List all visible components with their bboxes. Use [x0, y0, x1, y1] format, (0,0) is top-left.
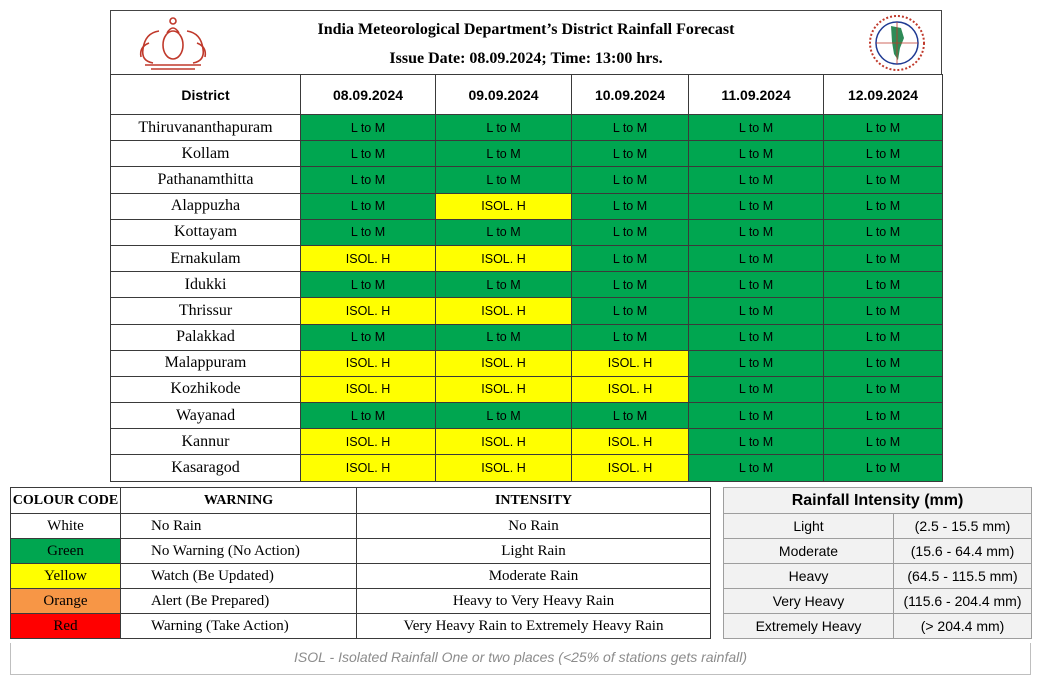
forecast-cell: L to M	[689, 403, 824, 429]
intensity-category: Extremely Heavy	[724, 614, 894, 639]
forecast-cell: L to M	[572, 272, 689, 298]
district-column-header: District	[111, 75, 301, 115]
intensity-category: Moderate	[724, 539, 894, 564]
forecast-cell: L to M	[436, 324, 572, 350]
intensity-header: INTENSITY	[357, 488, 711, 514]
warning-label: Watch (Be Updated)	[121, 564, 357, 589]
forecast-cell: L to M	[689, 272, 824, 298]
colour-code-swatch: White	[11, 514, 121, 539]
rainfall-intensity-row	[724, 614, 1032, 639]
forecast-cell: L to M	[824, 376, 943, 402]
table-row	[111, 350, 943, 376]
date-column-header: 12.09.2024	[824, 75, 943, 115]
forecast-cell: ISOL. H	[572, 455, 689, 481]
forecast-cell: L to M	[824, 324, 943, 350]
table-row	[111, 376, 943, 402]
intensity-category: Light	[724, 514, 894, 539]
district-name: Palakkad	[111, 324, 301, 350]
intensity-range: (> 204.4 mm)	[894, 614, 1032, 639]
district-name: Kasaragod	[111, 455, 301, 481]
intensity-category: Very Heavy	[724, 589, 894, 614]
forecast-cell: L to M	[572, 167, 689, 193]
forecast-cell: L to M	[824, 455, 943, 481]
warning-label: Warning (Take Action)	[121, 614, 357, 639]
forecast-cell: L to M	[689, 115, 824, 141]
forecast-cell: L to M	[689, 245, 824, 271]
table-row	[111, 141, 943, 167]
legend-row	[11, 539, 711, 564]
forecast-cell: L to M	[436, 272, 572, 298]
intensity-label: Light Rain	[357, 539, 711, 564]
district-name: Idukki	[111, 272, 301, 298]
forecast-cell: ISOL. H	[436, 350, 572, 376]
forecast-cell: L to M	[689, 324, 824, 350]
colour-code-legend	[10, 487, 711, 639]
forecast-cell: L to M	[572, 193, 689, 219]
district-name: Wayanad	[111, 403, 301, 429]
rainfall-intensity-row	[724, 539, 1032, 564]
legend-row	[11, 589, 711, 614]
warning-label: Alert (Be Prepared)	[121, 589, 357, 614]
table-row	[111, 455, 943, 481]
forecast-cell: ISOL. H	[572, 350, 689, 376]
forecast-cell: ISOL. H	[301, 245, 436, 271]
legend-row	[11, 564, 711, 589]
intensity-label: No Rain	[357, 514, 711, 539]
forecast-cell: L to M	[572, 298, 689, 324]
forecast-cell: ISOL. H	[436, 298, 572, 324]
forecast-cell: L to M	[572, 219, 689, 245]
table-row	[111, 219, 943, 245]
intensity-category: Heavy	[724, 564, 894, 589]
issue-date: Issue Date: 08.09.2024; Time: 13:00 hrs.	[389, 50, 663, 67]
forecast-cell: L to M	[436, 115, 572, 141]
forecast-cell: L to M	[689, 219, 824, 245]
forecast-cell: L to M	[824, 429, 943, 455]
forecast-cell: L to M	[572, 115, 689, 141]
forecast-cell: L to M	[824, 219, 943, 245]
rainfall-intensity-header-row	[724, 488, 1032, 514]
district-name: Kozhikode	[111, 376, 301, 402]
forecast-cell: L to M	[689, 193, 824, 219]
date-column-header: 08.09.2024	[301, 75, 436, 115]
imd-logo-icon	[868, 14, 926, 72]
forecast-header-row	[111, 75, 943, 115]
intensity-range: (15.6 - 64.4 mm)	[894, 539, 1032, 564]
forecast-cell: ISOL. H	[572, 429, 689, 455]
intensity-label: Heavy to Very Heavy Rain	[357, 589, 711, 614]
forecast-cell: L to M	[436, 167, 572, 193]
forecast-cell: ISOL. H	[301, 455, 436, 481]
district-name: Kottayam	[111, 219, 301, 245]
forecast-cell: L to M	[689, 141, 824, 167]
forecast-cell: L to M	[824, 272, 943, 298]
forecast-cell: L to M	[436, 219, 572, 245]
legend-row	[11, 614, 711, 639]
forecast-cell: ISOL. H	[436, 376, 572, 402]
intensity-label: Very Heavy Rain to Extremely Heavy Rain	[357, 614, 711, 639]
forecast-cell: L to M	[689, 376, 824, 402]
forecast-cell: ISOL. H	[301, 350, 436, 376]
legend-header-row	[11, 488, 711, 514]
intensity-range: (2.5 - 15.5 mm)	[894, 514, 1032, 539]
isol-footnote: ISOL - Isolated Rainfall One or two places (<25% of stations gets rainfall)	[10, 643, 1031, 675]
date-column-header: 09.09.2024	[436, 75, 572, 115]
table-row	[111, 193, 943, 219]
forecast-cell: L to M	[824, 350, 943, 376]
forecast-cell: L to M	[824, 167, 943, 193]
forecast-cell: ISOL. H	[301, 429, 436, 455]
district-name: Thiruvananthapuram	[111, 115, 301, 141]
rainfall-intensity-row	[724, 564, 1032, 589]
forecast-cell: L to M	[301, 403, 436, 429]
forecast-cell: ISOL. H	[301, 298, 436, 324]
forecast-cell: ISOL. H	[436, 245, 572, 271]
rainfall-intensity-title: Rainfall Intensity (mm)	[724, 488, 1032, 514]
table-row	[111, 115, 943, 141]
forecast-cell: L to M	[824, 115, 943, 141]
district-name: Ernakulam	[111, 245, 301, 271]
district-name: Kollam	[111, 141, 301, 167]
forecast-cell: L to M	[301, 272, 436, 298]
rainfall-intensity-row	[724, 589, 1032, 614]
table-row	[111, 272, 943, 298]
warning-header: WARNING	[121, 488, 357, 514]
forecast-cell: L to M	[572, 245, 689, 271]
forecast-cell: L to M	[436, 141, 572, 167]
table-row	[111, 324, 943, 350]
forecast-cell: L to M	[301, 324, 436, 350]
colour-code-swatch: Orange	[11, 589, 121, 614]
forecast-cell: L to M	[824, 298, 943, 324]
rainfall-intensity-row	[724, 514, 1032, 539]
date-column-header: 10.09.2024	[572, 75, 689, 115]
colour-code-header: COLOUR CODE	[11, 488, 121, 514]
page-title: India Meteorological Department’s District Rainfall Forecast	[317, 21, 735, 38]
forecast-cell: ISOL. H	[436, 193, 572, 219]
forecast-cell: L to M	[824, 245, 943, 271]
forecast-cell: L to M	[689, 350, 824, 376]
forecast-cell: L to M	[301, 115, 436, 141]
forecast-cell: L to M	[301, 141, 436, 167]
intensity-range: (115.6 - 204.4 mm)	[894, 589, 1032, 614]
forecast-cell: L to M	[689, 167, 824, 193]
colour-code-swatch: Green	[11, 539, 121, 564]
intensity-range: (64.5 - 115.5 mm)	[894, 564, 1032, 589]
rainfall-intensity-table	[723, 487, 1032, 639]
forecast-cell: ISOL. H	[572, 376, 689, 402]
forecast-cell: L to M	[824, 141, 943, 167]
forecast-cell: L to M	[689, 429, 824, 455]
forecast-cell: L to M	[301, 193, 436, 219]
forecast-cell: L to M	[436, 403, 572, 429]
forecast-header	[110, 10, 942, 74]
colour-code-swatch: Red	[11, 614, 121, 639]
warning-label: No Rain	[121, 514, 357, 539]
intensity-label: Moderate Rain	[357, 564, 711, 589]
forecast-cell: L to M	[824, 193, 943, 219]
table-row	[111, 429, 943, 455]
legend-row	[11, 514, 711, 539]
table-row	[111, 167, 943, 193]
table-row	[111, 298, 943, 324]
forecast-cell: L to M	[572, 324, 689, 350]
forecast-cell: ISOL. H	[436, 455, 572, 481]
table-row	[111, 245, 943, 271]
district-name: Pathanamthitta	[111, 167, 301, 193]
forecast-cell: L to M	[572, 141, 689, 167]
district-name: Kannur	[111, 429, 301, 455]
forecast-cell: ISOL. H	[436, 429, 572, 455]
table-row	[111, 403, 943, 429]
forecast-cell: L to M	[824, 403, 943, 429]
forecast-cell: L to M	[301, 167, 436, 193]
district-name: Alappuzha	[111, 193, 301, 219]
warning-label: No Warning (No Action)	[121, 539, 357, 564]
forecast-cell: L to M	[689, 455, 824, 481]
forecast-cell: L to M	[572, 403, 689, 429]
district-forecast-table	[110, 74, 943, 482]
colour-code-swatch: Yellow	[11, 564, 121, 589]
forecast-cell: L to M	[301, 219, 436, 245]
district-name: Malappuram	[111, 350, 301, 376]
date-column-header: 11.09.2024	[689, 75, 824, 115]
forecast-cell: ISOL. H	[301, 376, 436, 402]
forecast-cell: L to M	[689, 298, 824, 324]
district-name: Thrissur	[111, 298, 301, 324]
